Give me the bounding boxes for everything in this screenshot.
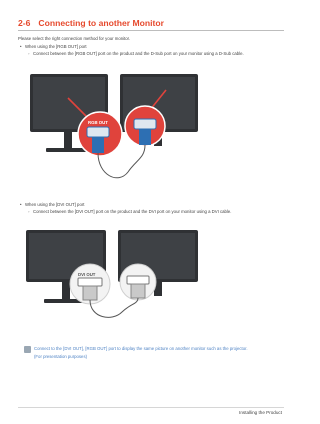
rgb-connection-diagram [0,60,300,195]
intro-text: Please select the right connection method for your monitor. [18,36,131,41]
section-heading: Connecting to another Monitor [38,18,164,28]
dvi-instruction: ◦ Connect between the [DVI OUT] port on the product and the DVI port on your monitor using a DVI cable. [33,209,231,214]
dsub-plug-left [92,137,104,153]
rgb-instruction: ◦ Connect between the [RGB OUT] port on the product and the D-Sub port on your monitor using a D-Sub cable. [33,51,244,56]
rgb-bullet: • When using the [RGB OUT] port [25,44,87,49]
dvi-plug-left [83,286,97,300]
header-rule [18,30,284,31]
section-title [18,18,164,28]
note-text: Connect to the [DVI OUT], [RGB OUT] port to display the same picture on another monitor such as the projector. [34,346,248,351]
footer-text: Installing the Product [239,410,282,415]
dsub-plug-right [139,129,151,145]
footer-rule [18,407,284,408]
rgb-out-label: RGB OUT [88,120,108,125]
dvi-connection-diagram [0,220,300,330]
note-icon [24,346,31,353]
dvi-bullet: • When using the [DVI OUT] port [25,202,84,207]
section-number: 2-6 [18,18,31,28]
note-subtext: (For presentation purposes) [34,354,88,359]
dvi-out-label: DVI OUT [78,272,96,277]
dvi-plug-right [131,284,145,298]
